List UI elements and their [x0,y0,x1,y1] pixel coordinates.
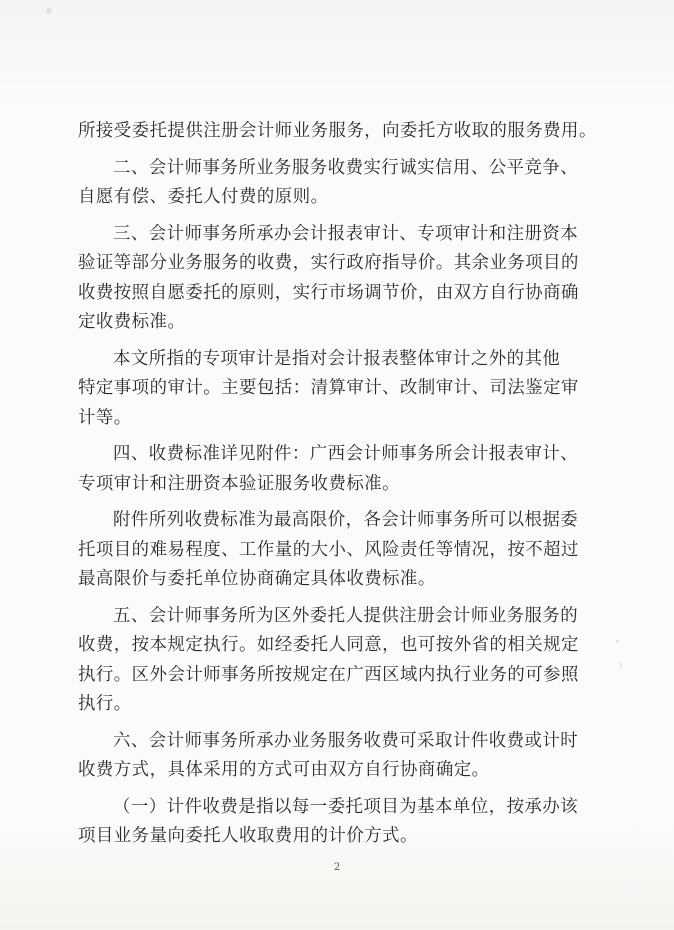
scan-speck [620,662,622,667]
text-line: 特定事项的审计。主要包括：清算审计、改制审计、司法鉴定审 [78,378,579,398]
paragraph [78,154,598,213]
text-line: 定收费标准。 [78,312,186,332]
text-line: 专项审计和注册资本验证服务收费标准。 [78,473,401,494]
text-line: 附件所列收费标准为最高限价，各会计师事务所可以根据委 [113,510,579,530]
text-line: 收费，按本规定执行。如经委托人同意，也可按外省的相关规定 [78,635,579,655]
paragraph [78,793,598,852]
page-number: 2 [333,862,341,873]
text-line: 项目业务量向委托人收取费用的计价方式。 [78,826,418,846]
text-line: 所接受委托提供注册会计师业务服务，向委托方收取的服务费用。 [78,121,597,141]
text-line: （一）计件收费是指以每一委托项目为基本单位，按承办该 [113,796,579,817]
scan-speck [46,8,52,14]
text-line: 验证等部分业务服务的收费，实行政府指导价。其余业务项目的 [78,253,579,273]
text-line: 执行。 [78,694,132,714]
paragraph [78,440,598,499]
text-line: 收费方式，具体采用的方式可由双方自行协商确定。 [78,760,490,780]
text-line: 本文所指的专项审计是指对会计报表整体审计之外的其他 [113,348,561,369]
text-line: 四、收费标准详见附件：广西会计师事务所会计报表审计、 [113,444,579,464]
document-body [78,117,598,859]
text-line: 执行。区外会计师事务所按规定在广西区域内执行业务的可参照 [78,664,579,685]
paragraph [78,506,598,595]
paragraph [78,602,598,720]
text-line: 托项目的难易程度、工作量的大小、风险责任等情况，按不超过 [78,539,579,560]
text-line: 二、会计师事务所业务服务收费实行诚实信用、公平竞争、 [113,157,579,178]
text-line: 最高限价与委托单位协商确定具体收费标准。 [78,569,436,589]
text-line: 自愿有偿、委托人付费的原则。 [78,187,329,207]
paragraph [78,727,598,786]
text-line: 六、会计师事务所承办业务服务收费可采取计件收费或计时 [113,730,579,751]
scan-speck [616,640,619,643]
text-line: 五、会计师事务所为区外委托人提供注册会计师业务服务的 [113,605,579,626]
paragraph [78,345,598,434]
text-line: 计等。 [78,407,132,428]
text-line: 收费按照自愿委托的原则，实行市场调节价，由双方自行协商确 [78,282,579,303]
paragraph [78,117,598,147]
paragraph [78,220,598,338]
text-line: 三、会计师事务所承办会计报表审计、专项审计和注册资本 [113,223,579,244]
